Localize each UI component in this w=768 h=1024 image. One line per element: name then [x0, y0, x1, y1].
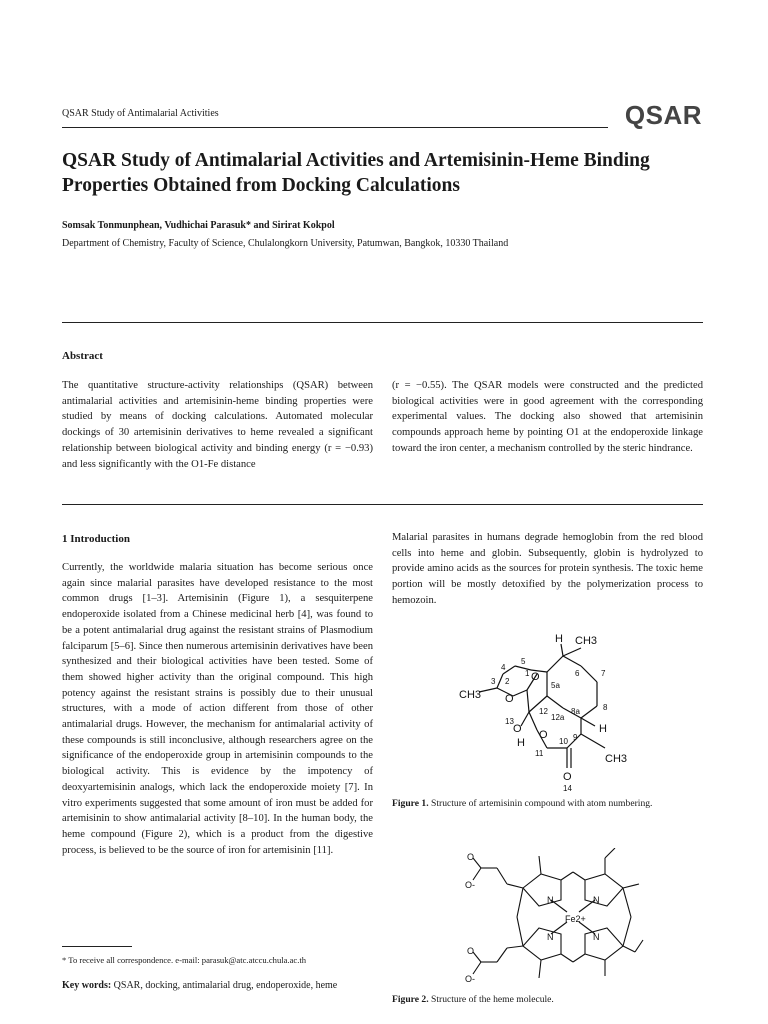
journal-logo: QSAR: [624, 100, 702, 130]
fig1-num-8: 8: [603, 703, 608, 712]
fig1-num-12: 12: [539, 707, 548, 716]
fig1-atom-ch3-top: CH3: [575, 635, 598, 647]
fig1-num-14: 14: [563, 784, 572, 793]
figure-2-heme-structure: [455, 848, 665, 990]
intro-right-column: [392, 530, 703, 609]
fig1-atom-ch3-right: CH3: [605, 753, 628, 765]
intro-paragraph-1: Currently, the worldwide malaria situation has become serious once again since malarial parasites have developed resistance to the most common drugs [1–3]. Artemisinin (Figure 1), a sesquiterpene endoperoxide isolated from a Chinese medicinal herb [4], was found to be a potent antimalarial drug against the resistant strains of Plasmodium falciparum [5–6]. Since then numerous artemisinin derivatives have been synthesized and their biological activities have been tested. Some of them showed higher activity than the original compound. This high potency against the resistant strains is possibly due to their unusual structures, with a mode of action different from those of other antimalarial drugs. However, the mechanism for antimalarial activity of these compounds is still inconclusive, although researchers agree on the significance of the endoperoxide group in artemisinin compounds to the biological activity. This is evidence by the impotency of deoxyartemisinin analogs, which lack the endoperoxide moiety [7]. In vitro experiments suggested that some amount of iron must be added for artemisinin to show antimalarial activity [8–10]. In the human body, the heme compound (Figure 2), which is a product from the digestive process, is believed to be the source of iron for artemisinin [11].: [62, 562, 373, 856]
keywords: [62, 979, 373, 993]
abstract-text-left: The quantitative structure-activity relationships (QSAR) between antimalarial activities and artemisinin-heme binding properties were studied by means of docking calculations. Automated molecular dockings of 30 artemisinin derivatives to heme revealed a significant relationship between biological activity and binding energy (r = −0.93) and less significantly with the O1-Fe distance: [62, 380, 373, 470]
abstract-right-column: [392, 378, 703, 457]
keywords-label: Key words:: [62, 980, 112, 991]
figure-1-artemisinin-structure: [455, 630, 665, 795]
fig2-atom-fe: Fe2+: [565, 914, 586, 924]
figure-1-label: Figure 1.: [392, 798, 429, 809]
fig2-atom-ominus-top: O-: [465, 880, 475, 890]
fig1-atom-h-left: H: [517, 737, 525, 749]
fig2-atom-o-bottom: O: [467, 946, 475, 956]
intro-left-column: [62, 560, 373, 858]
abstract-top-rule: [62, 322, 703, 323]
abstract-bottom-rule: [62, 504, 703, 505]
affiliation: Department of Chemistry, Faculty of Science, Chulalongkorn University, Patumwan, Bangkok, 10330 Thailand: [62, 238, 509, 249]
fig1-atom-h-top: H: [555, 633, 563, 645]
fig1-num-8a: 8a: [571, 707, 580, 716]
fig2-atom-n1: N: [547, 895, 554, 905]
fig1-num-11: 11: [535, 749, 544, 758]
intro-paragraph-2: Malarial parasites in humans degrade hemoglobin from the red blood cells into heme and globin. Subsequently, globin is hydrolyzed to provide amino acids as the sources for protein synthesis. The toxic heme portion will be mostly detoxified by the polymerization process to hemozoin.: [392, 532, 703, 606]
keywords-text: QSAR, docking, antimalarial drug, endoperoxide, heme: [113, 980, 338, 991]
fig1-atom-h-right: H: [599, 723, 607, 735]
fig1-num-9: 9: [573, 733, 578, 742]
figure-1-caption: [392, 798, 703, 811]
abstract-heading: Abstract: [62, 350, 103, 362]
authors: Somsak Tonmunphean, Vudhichai Parasuk* and Sirirat Kokpol: [62, 220, 335, 231]
fig1-num-10: 10: [559, 737, 568, 746]
footnote: * To receive all correspondence. e-mail: parasuk@atc.atccu.chula.ac.th: [62, 955, 307, 965]
figure-2-caption: [392, 994, 703, 1007]
fig1-num-6: 6: [575, 669, 580, 678]
fig1-num-7: 7: [601, 669, 606, 678]
fig1-atom-o1: O: [531, 671, 540, 683]
abstract-text-right: (r = −0.55). The QSAR models were constructed and the predicted biological activities were in good agreement with the corresponding experimental values. The docking also showed that artemisinin compounds approach heme by pointing O1 at the endoperoxide linkage toward the iron center, a mechanism controlled by the steric hindrance.: [392, 380, 703, 454]
footnote-rule: [62, 946, 132, 947]
fig2-atom-n4: N: [593, 932, 600, 942]
fig1-num-2: 2: [505, 677, 510, 686]
figure-2-label: Figure 2.: [392, 994, 429, 1005]
section-heading-introduction: 1 Introduction: [62, 533, 130, 545]
fig2-atom-n2: N: [593, 895, 600, 905]
fig1-num-4: 4: [501, 663, 506, 672]
header-rule: [62, 127, 608, 128]
abstract-left-column: [62, 378, 373, 472]
running-title: QSAR Study of Antimalarial Activities: [62, 108, 219, 119]
fig1-atom-ch3-left: CH3: [459, 689, 482, 701]
fig2-atom-ominus-bottom: O-: [465, 974, 475, 984]
figure-1-caption-text: Structure of artemisinin compound with atom numbering.: [431, 798, 653, 809]
fig1-num-12a: 12a: [551, 713, 565, 722]
fig1-num-5: 5: [521, 657, 526, 666]
fig1-atom-o11: O: [539, 729, 548, 741]
fig1-atom-o14: O: [563, 771, 572, 783]
fig1-num-5a: 5a: [551, 681, 560, 690]
fig1-atom-o2: O: [505, 693, 514, 705]
fig2-atom-o-top: O: [467, 852, 475, 862]
fig1-num-1: 1: [525, 669, 530, 678]
fig1-num-3: 3: [491, 677, 496, 686]
fig2-atom-n3: N: [547, 932, 554, 942]
article-title: QSAR Study of Antimalarial Activities and Artemisinin-Heme Binding Properties Obtained from Docking Calculations: [62, 150, 650, 196]
fig1-num-13: 13: [505, 717, 514, 726]
figure-2-caption-text: Structure of the heme molecule.: [431, 994, 554, 1005]
fig1-atom-o13: O: [513, 723, 522, 735]
